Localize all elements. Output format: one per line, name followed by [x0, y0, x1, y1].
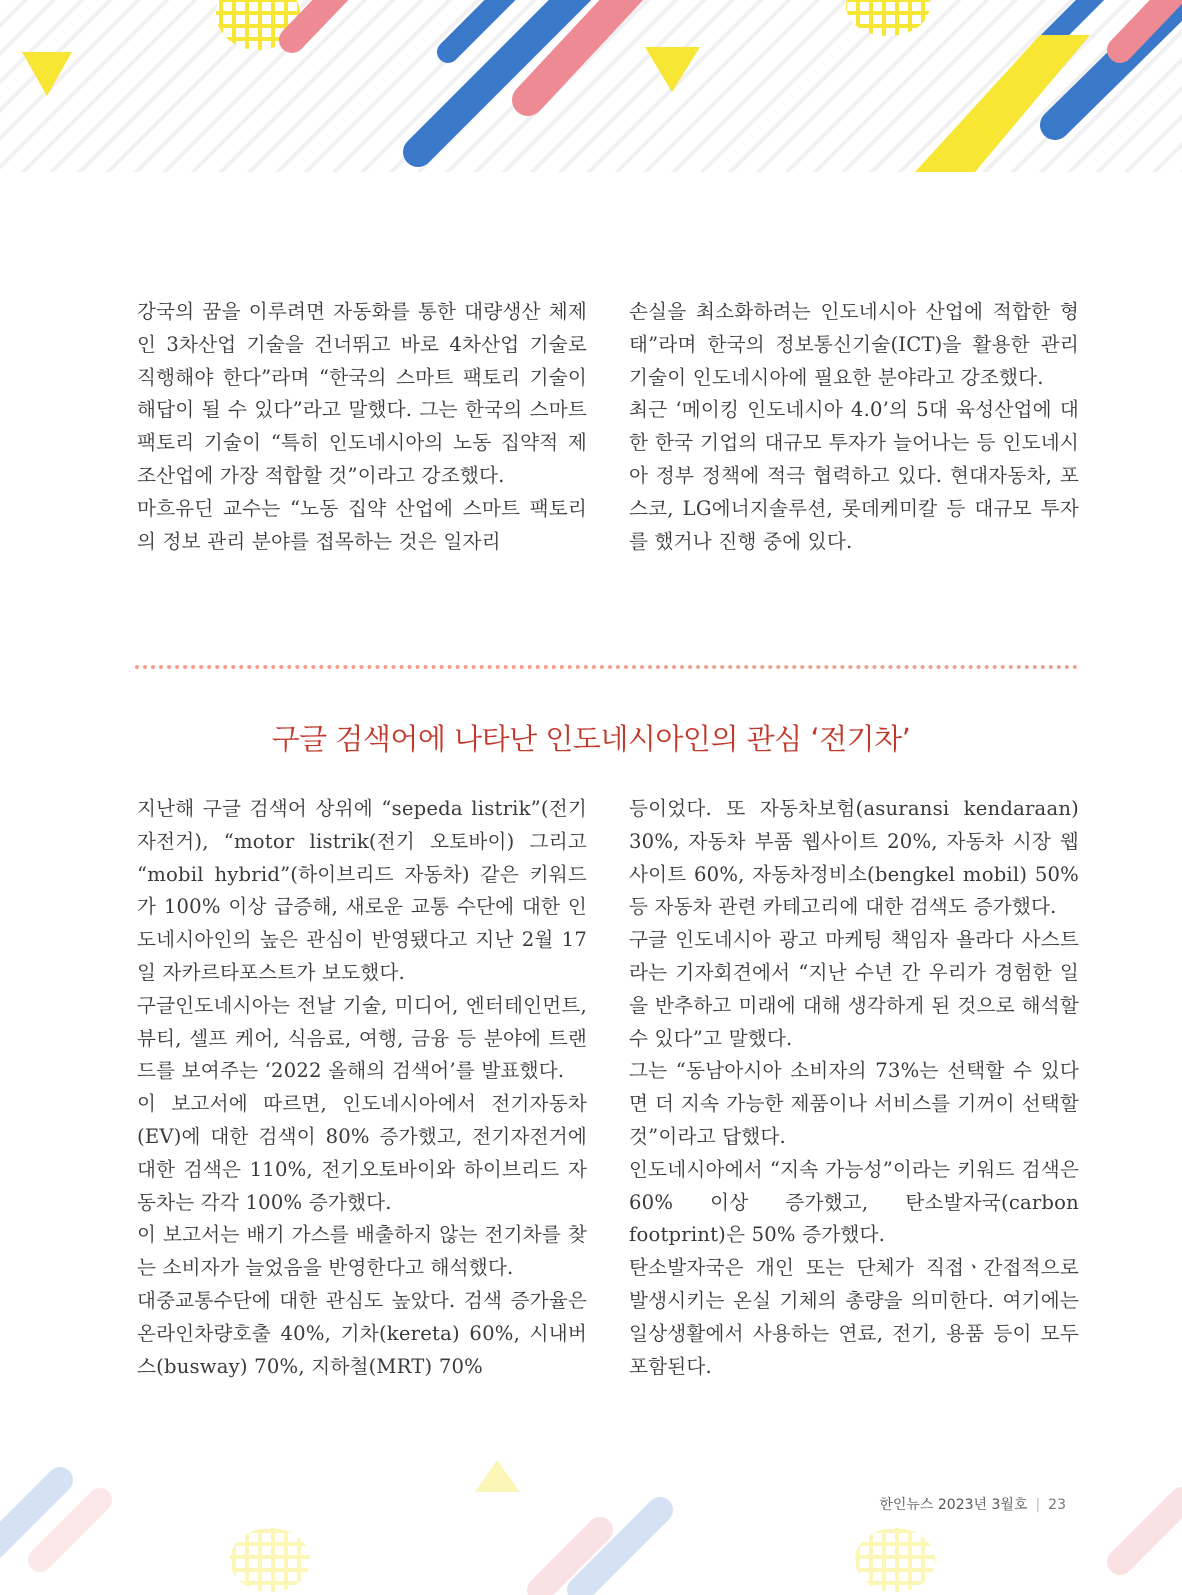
paragraph: 대중교통수단에 대한 관심도 높았다. 검색 증가율은 온라인차량호출 40%, 기차(kereta) 60%, 시내버스(busway) 70%, 지하철(MRT) 70%	[137, 1288, 587, 1378]
top-decorative-banner	[0, 0, 1182, 172]
paragraph: 이 보고서에 따르면, 인도네시아에서 전기자동차(EV)에 대한 검색이 80% 증가했고, 전기자전거에 대한 검색은 110%, 전기오토바이와 하이브리드 자동차는 각각 100% 증가했다.	[137, 1092, 587, 1214]
footer-graphic	[0, 1440, 1182, 1595]
footer-separator: |	[1035, 1497, 1041, 1513]
page-number: 23	[1048, 1497, 1066, 1513]
paragraph: 최근 ‘메이킹 인도네시아 4.0’의 5대 육성산업에 대한 한국 기업의 대규모 투자가 늘어나는 등 인도네시아 정부 정책에 적극 협력하고 있다. 현대자동차, 포스코, LG에너지솔루션, 롯데케미칼 등 대규모 투자를 했거나 진행 중에 있다.	[629, 398, 1079, 553]
yellow-grid-circle-right	[846, 0, 930, 36]
yellow-triangle-left	[22, 52, 72, 96]
article-column-top-left	[137, 296, 587, 558]
page-footer	[879, 1494, 1066, 1514]
paragraph: 등이었다. 또 자동차보험(asuransi kendaraan) 30%, 자동차 부품 웹사이트 20%, 자동차 시장 웹사이트 60%, 자동차정비소(bengkel mobil) 50% 등 자동차 관련 카테고리에 대한 검색도 증가했다.	[629, 797, 1079, 919]
paragraph: 강국의 꿈을 이루려면 자동화를 통한 대량생산 체제인 3차산업 기술을 건너뛰고 바로 4차산업 기술로 직행해야 한다”라며 “한국의 스마트 팩토리 기술이 해답이 될 수 있다”라고 말했다. 그는 한국의 스마트 팩토리 기술이 “특히 인도네시아의 노동 집약적 제조산업에 가장 적합할 것”이라고 강조했다.	[137, 300, 587, 487]
paragraph: 인도네시아에서 “지속 가능성”이라는 키워드 검색은 60% 이상 증가했고, 탄소발자국(carbon footprint)은 50% 증가했다.	[629, 1157, 1079, 1247]
dotted-divider	[135, 665, 1078, 669]
article-column-bottom-left	[137, 793, 587, 1383]
paragraph: 그는 “동남아시아 소비자의 73%는 선택할 수 있다면 더 지속 가능한 제품이나 서비스를 기꺼이 선택할 것”이라고 답했다.	[629, 1059, 1079, 1148]
article-column-bottom-right	[629, 793, 1079, 1383]
publication-name: 한인뉴스 2023년 3월호	[879, 1497, 1028, 1513]
yellow-grid-footer-right	[855, 1528, 935, 1592]
paragraph: 구글인도네시아는 전날 기술, 미디어, 엔터테인먼트, 뷰티, 셀프 케어, 식음료, 여행, 금융 등 분야에 트랜드를 보여주는 ‘2022 올해의 검색어’를 발표했다.	[137, 993, 587, 1083]
section-heading: 구글 검색어에 나타난 인도네시아인의 관심 ‘전기차’	[271, 722, 911, 756]
paragraph: 이 보고서는 배기 가스를 배출하지 않는 전기차를 찾는 소비자가 늘었음을 반영한다고 해석했다.	[137, 1223, 587, 1280]
bottom-decorative-band	[0, 1440, 1182, 1595]
pink-brush-footer-right	[1120, 1500, 1182, 1562]
pink-brush-left	[292, 0, 340, 40]
yellow-triangle-mid	[645, 47, 700, 92]
paragraph: 손실을 최소화하려는 인도네시아 산업에 적합한 형태”라며 한국의 정보통신기술(ICT)을 활용한 관리 기술이 인도네시아에 필요한 분야라고 강조했다.	[629, 300, 1079, 389]
paragraph: 탄소발자국은 개인 또는 단체가 직접ㆍ간접적으로 발생시키는 온실 기체의 총량을 의미한다. 여기에는 일상생활에서 사용하는 연료, 전기, 용품 등이 모두 포함된다.	[629, 1256, 1079, 1378]
yellow-grid-footer-left	[230, 1528, 310, 1592]
paragraph: 마흐유딘 교수는 “노동 집약 산업에 스마트 팩토리의 정보 관리 분야를 접목하는 것은 일자리	[137, 496, 587, 553]
paragraph: 지난해 구글 검색어 상위에 “sepeda listrik”(전기 자전거), “motor listrik(전기 오토바이) 그리고 “mobil hybrid”(하이브리드 자동차) 같은 키워드가 100% 이상 급증해, 새로운 교통 수단에 대한 인도네시아인의 높은 관심이 반영됐다고 지난 2월 17일 자카르타포스트가 보도했다.	[137, 797, 587, 984]
banner-graphic	[0, 0, 1182, 172]
paragraph: 구글 인도네시아 광고 마케팅 책임자 욜라다 사스트라는 기자회견에서 “지난 수년 간 우리가 경험한 일을 반추하고 미래에 대해 생각하게 된 것으로 해석할 수 있다”고 말했다.	[629, 928, 1079, 1050]
article-column-top-right	[629, 296, 1079, 558]
yellow-triangle-footer	[475, 1460, 520, 1492]
